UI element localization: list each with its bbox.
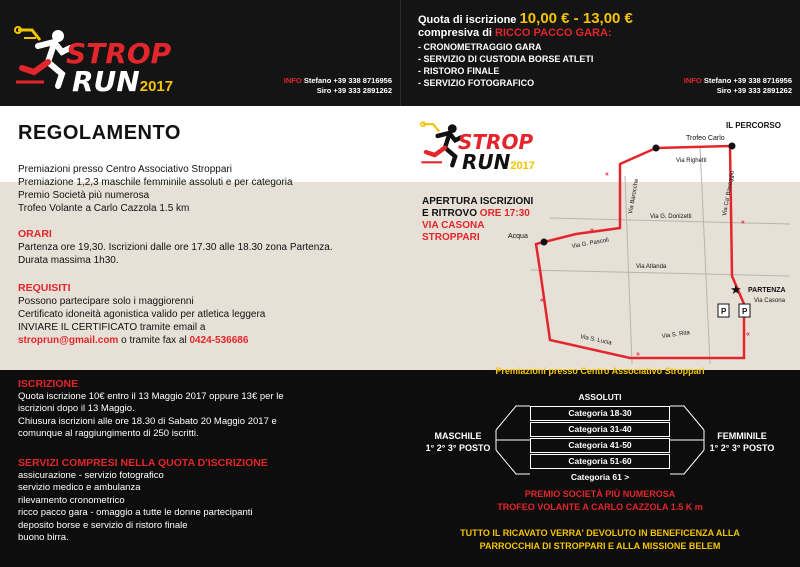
info-contacts-left: INFO Stefano +39 338 8716956 Siro +39 333 2891262 — [283, 76, 392, 95]
logo-strop-text: STROP — [66, 37, 172, 70]
requisiti-title: REQUISITI — [18, 282, 71, 294]
fee-includes-list — [418, 41, 633, 89]
route-path — [536, 146, 744, 358]
trofeo-volante: TROFEO VOLANTE A CARLO CAZZOLA 1.5 K m — [497, 502, 703, 512]
assoluti-label: ASSOLUTI — [578, 392, 622, 402]
list-item: - SERVIZIO DI CUSTODIA BORSE ATLETI — [418, 54, 594, 64]
acqua-marker — [541, 239, 548, 246]
list-item: - RISTORO FINALE — [418, 66, 500, 76]
label-barocche: Via Barocche — [628, 178, 641, 215]
svg-text:«: « — [746, 331, 750, 338]
fees-block: Quota di iscrizione 10,00 € - 13,00 € compresiva di RICCO PACCO GARA: - CRONOMETRAGGIO GARA - SERVIZIO DI CUSTODIA BORSE ATLETI - RISTORO FINALE - SERVIZIO FOTOGRAFICO — [418, 10, 633, 88]
servizi-section: SERVIZI COMPRESI NELLA QUOTA D'ISCRIZIONE assicurazione - servizio fotografico servizio medico e ambulanza rilevamento cronometrico ricco pacco gara - omaggio a tutte le donne partecipanti deposito borse e servizio di ristoro finale buono birra. — [18, 457, 268, 543]
route-map — [400, 106, 800, 370]
logo-run-text: RUN — [72, 65, 140, 98]
premio-societa: PREMIO SOCIETÀ PIÙ NUMEROSA — [524, 489, 676, 499]
servizi-title: SERVIZI COMPRESI NELLA QUOTA D'ISCRIZIONE — [18, 457, 268, 469]
beneficenza-note: TUTTO IL RICAVATO VERRA' DEVOLUTO IN BENEFICENZA ALLA PARROCCHIA DI STROPPARI E ALLA MISSIONE BELEM — [460, 528, 740, 551]
femminile-block: FEMMINILE 1° 2° 3° POSTO — [709, 431, 775, 453]
partenza-star-icon: ★ — [730, 282, 742, 297]
svg-text:»: » — [636, 351, 640, 358]
fax-number: 0424-536686 — [189, 335, 249, 346]
regolamento-intro: Premiazioni presso Centro Associativo Stroppari Premiazione 1,2,3 maschile femminile assoluti e per categoria Premio Società più numerosa Trofeo Volante a Carlo Cazzola 1.5 km — [18, 164, 293, 214]
parking-icon: P — [721, 307, 727, 316]
premiazioni-title: Premiazioni presso Centro Associativo Stroppari — [495, 366, 705, 376]
category-item: Categoria 51-60 — [530, 454, 670, 469]
label-partenza: PARTENZA — [748, 287, 786, 294]
iscrizione-title: ISCRIZIONE — [18, 378, 79, 390]
label-trofeo: Trofeo Carlo — [686, 135, 725, 142]
email-link[interactable]: stroprun@gmail.com — [18, 335, 119, 346]
orari-title: ORARI — [18, 228, 52, 240]
runner-logo-icon — [14, 22, 74, 92]
righetti-marker — [729, 143, 736, 150]
parking-icon: P — [742, 307, 748, 316]
apertura-info: APERTURA ISCRIZIONI E RITROVO ORE 17:30 VIA CASONA STROPPARI — [422, 196, 534, 243]
label-baseggio: Via Ca' Baseggio — [722, 170, 736, 217]
flyer-page: STROP RUN2017 INFO Stefano +39 338 8716956 Siro +39 333 2891262 Quota di iscrizione 10,00 € - 13,00 € compresiva di RICCO PACCO GARA: - CRONOMETRAGGIO GARA - SERVIZIO DI CUSTODIA BORSE ATLETI - RISTORO FINALE - SERVIZIO FOTOGRAFICO INFO Stefano +39 338 8716956 Siro +39 333 2891262 REGOLAMENTO Premiazioni presso Centro Associativo Stroppari Premiazione 1,2,3 maschile femminile assoluti e per categoria Premio Società più numerosa Trofeo Volante a Carlo Cazzola 1.5 km ORARI Partenza ore 19,30. Iscrizioni dalle ore 17.30 alle 18.30 zona Partenza. Durata massima 1h30. REQUISITI Possono partecipare solo i maggiorenni Certificato idoneità agonistica valido per atletica leggera INVIARE IL CERTIFICATO tramite email a stroprun@gmail.com o tramite fax al 0424-536686 ISCRIZIONE Quota iscrizione 10€ entro il 13 Maggio 2017 oppure 13€ per le iscrizioni dopo il 13 Maggio. Chiusura iscrizioni alle ore 18.30 di Sabato 20 Maggio 2017 e comunque al raggiungimento di 250 iscritti. SERVIZI COMPRESI NELLA QUOTA D'ISCRIZIONE assicurazione - servizio fotografico servizio medico e ambulanza rilevamento cronometrico ricco pacco gara - omaggio a tutte le donne partecipanti deposito borse e servizio di ristoro finale buono birra. STROP RUN2017 IL PERCORSO APERTURA ISCRIZIONI E RITROVO ORE 17:30 VIA CASONA STROPPARI « « « « » « ★ P P Trofeo Carlo Via Righetti Via G. Donizetti Via Atlanda Acqua Via G. Pascoli PARTENZA Via Casona Via S. Lucia Via S. Rita Via Barocche Via Ca' Baseggio Premiazioni presso Centro Associativo Stroppari ASSOLUTI Categoria 18-30 Categoria 31-40 Categoria 41-50 Categoria 51-60 Categoria 61 > MASCHILE 1° 2° 3° POSTO FEMMINILE 1° 2° 3° POSTO PREMIO SOCIETÀ PIÙ NUMEROSA TROFEO VOLANTE A CARLO CAZZOLA 1.5 K m TUTTO IL RICAVATO VERRA' DEVOLUTO IN BENEFICENZA ALLA PARROCCHIA DI STROPPARI E ALLA MISSIONE BELEM — [0, 0, 800, 567]
maschile-block: MASCHILE 1° 2° 3° POSTO — [425, 431, 491, 453]
label-pascoli: Via G. Pascoli — [571, 237, 610, 250]
list-item: - CRONOMETRAGGIO GARA — [418, 42, 542, 52]
fee-label: Quota di iscrizione — [418, 14, 517, 26]
svg-text:«: « — [741, 219, 745, 226]
label-righetti: Via Righetti — [676, 158, 707, 164]
svg-text:«: « — [540, 297, 544, 304]
category-item: Categoria 18-30 — [530, 406, 670, 421]
label-lucia: Via S. Lucia — [579, 334, 613, 347]
list-item: - SERVIZIO FOTOGRAFICO — [418, 78, 535, 88]
category-item: Categoria 31-40 — [530, 422, 670, 437]
category-item: Categoria 41-50 — [530, 438, 670, 453]
categories-list — [530, 390, 670, 486]
label-acqua: Acqua — [508, 233, 528, 240]
info-contacts-right: INFO Stefano +39 338 8716956 Siro +39 333 2891262 — [683, 76, 792, 95]
label-casona: Via Casona — [754, 298, 785, 304]
fee-amount: 10,00 € - 13,00 € — [519, 10, 633, 27]
svg-text:«: « — [590, 227, 594, 234]
trofeo-marker — [653, 145, 660, 152]
svg-text:«: « — [605, 171, 609, 178]
label-atlanda: Via Atlanda — [636, 264, 667, 270]
iscrizione-section: ISCRIZIONE Quota iscrizione 10€ entro il 13 Maggio 2017 oppure 13€ per le iscrizioni dopo il 13 Maggio. Chiusura iscrizioni alle ore 18.30 di Sabato 20 Maggio 2017 e comunque al raggiungimento di 250 iscritti. — [18, 378, 284, 439]
requisiti-section: REQUISITI Possono partecipare solo i maggiorenni Certificato idoneità agonistica valido per atletica leggera INVIARE IL CERTIFICATO tramite email a stroprun@gmail.com o tramite fax al 0424-536686 — [18, 282, 266, 346]
label-donizetti: Via G. Donizetti — [650, 214, 692, 220]
regolamento-title: REGOLAMENTO — [18, 122, 181, 144]
logo-year: 2017 — [139, 78, 174, 95]
percorso-title: IL PERCORSO — [726, 121, 781, 130]
label-rita: Via S. Rita — [661, 330, 691, 340]
category-item: Categoria 61 > — [570, 472, 630, 482]
orari-section: ORARI Partenza ore 19,30. Iscrizioni dalle ore 17.30 alle 18.30 zona Partenza. Durata massima 1h30. — [18, 228, 333, 266]
